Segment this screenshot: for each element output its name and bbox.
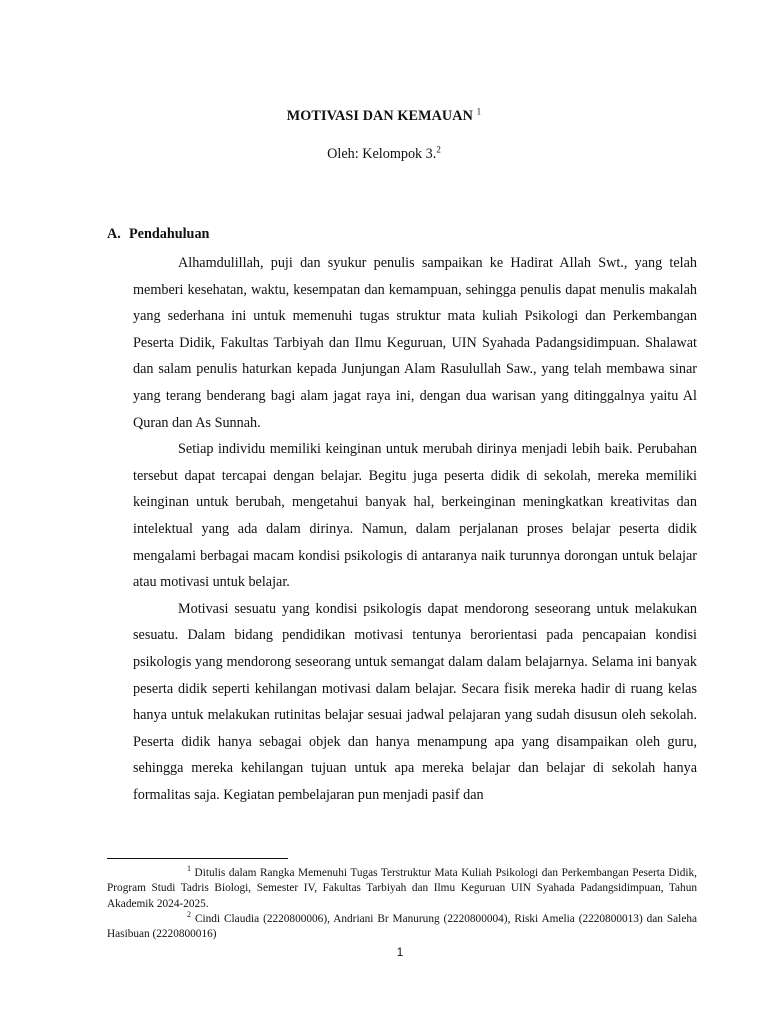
author-byline-text: Oleh: Kelompok 3. — [327, 146, 437, 162]
footnote-2 — [107, 912, 697, 943]
document-title — [0, 108, 768, 125]
paragraph-1: Alhamdulillah, puji dan syukur penulis sampaikan ke Hadirat Allah Swt., yang telah memberi kesehatan, waktu, kesempatan dan kemampuan, sehingga penulis dapat menulis makalah yang sederhana ini untuk memenuhi tugas struktur mata kuliah Psikologi dan Perkembangan Peserta Didik, Fakultas Tarbiyah dan Ilmu Keguruan, UIN Syahada Padangsidimpuan. Shalawat dan salam penulis haturkan kepada Junjungan Alam Rasulullah Saw., yang telah membawa sinar yang terang benderang bagi alam jagat raya ini, dengan dua warisan yang ditinggalnya yaitu Al Quran dan As Sunnah. — [133, 255, 697, 431]
footnote-2-text: Cindi Claudia (2220800006), Andriani Br Manurung (2220800004), Riski Amelia (2220800013) dan Saleha Hasibuan (2220800016) — [107, 912, 698, 941]
section-heading-text: Pendahuluan — [129, 226, 210, 242]
footnote-ref-1[interactable]: 1 — [476, 106, 482, 117]
paragraph-3: Motivasi sesuatu yang kondisi psikologis dapat mendorong seseorang untuk melakukan sesuatu. Dalam bidang pendidikan motivasi tentunya berorientasi pada pencapaian kondisi psikologis yang mendorong seseorang untuk semangat dalam dalam belajarnya. Selama ini banyak peserta didik seperti kehilangan motivasi dalam belajar. Secara fisik mereka hadir di ruang kelas hanya untuk melakukan rutinitas belajar sesuai jadwal pelajaran yang sudah disusun oleh sekolah. Peserta didik hanya sebagai objek dan hanya menampung apa yang disampaikan oleh guru, sehingga mereka kehilangan tujuan untuk apa mereka belajar dan belajar di sekolah hanya formalitas saja. Kegiatan pembelajaran pun menjadi pasif dan — [133, 600, 697, 803]
section-letter: A. — [107, 226, 121, 242]
document-title-text: MOTIVASI DAN KEMAUAN — [286, 108, 473, 124]
footnote-1-text: Ditulis dalam Rangka Memenuhi Tugas Terstruktur Mata Kuliah Psikologi dan Perkembangan Peserta Didik, Program Studi Tadris Biologi, Semester IV, Fakultas Tarbiyah dan Ilmu Keguruan UIN Syahada Padangsidimpuan, Tahun Akademik 2024-2025. — [107, 867, 697, 910]
page-number: 1 — [396, 945, 404, 959]
footnotes — [107, 866, 697, 942]
footnote-2-number: 2 — [187, 910, 191, 920]
footnote-1 — [107, 866, 697, 912]
paragraph-2: Setiap individu memiliki keinginan untuk merubah dirinya menjadi lebih baik. Perubahan tersebut dapat tercapai dengan belajar. Begitu juga peserta didik di sekolah, mereka memiliki keinginan untuk berubah, mengetahui banyak hal, berkeinginan meningkatkan kreativitas dan intelektual yang ada dalam dirinya. Namun, dalam perjalanan proses belajar peserta didik mengalami berbagai macam kondisi psikologis di antaranya naik turunnya dorongan untuk belajar atau motivasi untuk belajar. — [133, 441, 697, 591]
author-byline — [0, 146, 768, 163]
footnote-ref-2[interactable]: 2 — [436, 144, 441, 155]
footnote-1-number: 1 — [187, 864, 191, 874]
section-heading — [107, 226, 209, 243]
body-text — [133, 250, 697, 808]
footnote-separator — [107, 858, 288, 859]
